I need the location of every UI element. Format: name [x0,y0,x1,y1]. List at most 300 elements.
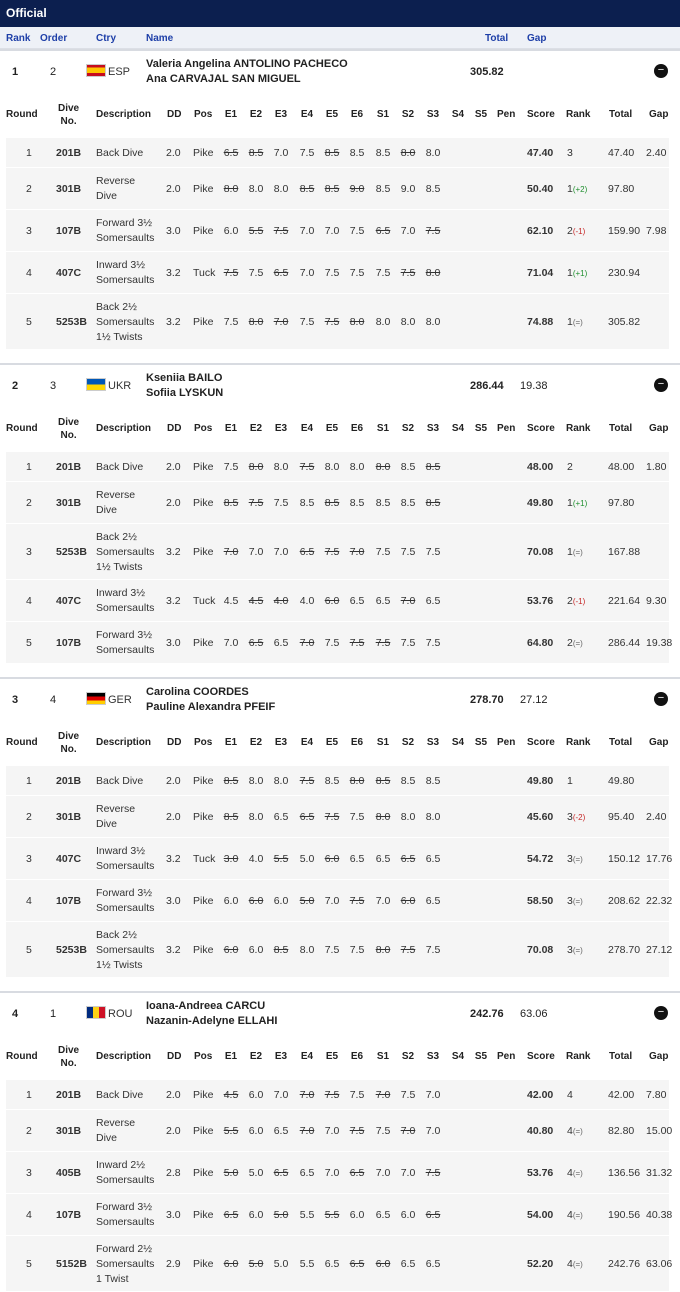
judge-score: 6.0 [375,1258,391,1270]
col-s1: S1 [376,737,390,748]
col-description: Description [96,109,152,120]
description-line: Back Dive [96,147,144,159]
judge-score: 8.5 [273,944,289,956]
judge-score: 8.5 [299,497,315,509]
team-names[interactable] [146,371,223,401]
dive-round: 5 [26,1258,32,1270]
col-s1: S1 [376,423,390,434]
rank-change: (=) [572,1169,583,1178]
judge-score: 7.5 [324,546,340,558]
judge-score: 7.0 [349,546,365,558]
judge-score: 8.0 [400,811,416,823]
judge-score: 4.5 [223,595,239,607]
judge-score: 7.5 [375,637,391,649]
dive-round: 1 [26,147,32,159]
dive-row[interactable] [6,795,669,837]
dive-row[interactable] [6,765,669,795]
dives-header-row [6,723,669,765]
col-e6: E6 [350,1051,364,1062]
judge-score: 7.5 [273,497,289,509]
judge-score: 7.0 [299,637,315,649]
dive-description [96,300,154,345]
dive-score: 52.20 [527,1258,554,1270]
dive-total: 305.82 [608,316,641,328]
judge-score: 7.5 [425,944,441,956]
judge-score: 8.5 [400,497,416,509]
team-total: 242.76 [470,1008,504,1020]
col-round: Round [6,1051,38,1062]
dive-score: 49.80 [527,775,554,787]
judge-score: 6.0 [349,1209,365,1221]
team-order: 1 [50,1008,57,1020]
description-line: Dive [96,818,118,830]
dive-gap: 63.06 [646,1258,673,1270]
col-total[interactable]: Total [485,33,509,44]
dive-number: 201B [56,1089,82,1101]
dive-description [96,628,154,658]
judge-score: 8.5 [400,775,416,787]
athlete-name-2[interactable]: Nazanin-Adelyne ELLAHI [146,1015,278,1027]
col-score: Score [527,1051,555,1062]
judge-score: 5.5 [299,1258,315,1270]
judge-score: 7.0 [273,1089,289,1101]
dive-total: 97.80 [608,183,635,195]
col-description: Description [96,1051,152,1062]
dive-gap: 40.38 [646,1209,673,1221]
judge-score: 7.5 [349,895,365,907]
judge-score: 7.0 [400,225,416,237]
dive-score: 70.08 [527,944,554,956]
description-line: Forward 3½ [96,887,153,899]
team-summary-row[interactable] [0,679,680,723]
team-rank: 4 [12,1008,19,1020]
dive-dd: 2.0 [166,1125,181,1137]
judge-score: 8.0 [324,461,340,473]
dive-total: 167.88 [608,546,641,558]
description-line: Inward 3½ [96,845,146,857]
col-s5: S5 [474,423,488,434]
col-e1: E1 [224,737,238,748]
judge-score: 7.0 [299,1125,315,1137]
dive-gap: 19.38 [646,637,673,649]
dive-number: 5253B [56,316,87,328]
description-line: 1 Twist [96,1273,129,1285]
dive-description [96,802,135,832]
dive-round: 2 [26,811,32,823]
judge-score: 8.0 [223,183,239,195]
dive-dd: 3.2 [166,267,181,279]
judge-score: 8.0 [375,944,391,956]
judge-score: 6.0 [248,1209,264,1221]
judge-score: 8.5 [324,497,340,509]
judge-score: 7.5 [349,1125,365,1137]
description-line: Somersaults [96,1174,155,1186]
dive-row[interactable] [6,251,669,293]
judge-score: 7.0 [400,1125,416,1137]
judge-score: 6.5 [400,853,416,865]
col-ctry[interactable]: Ctry [96,33,117,44]
dive-round: 1 [26,1089,32,1101]
dive-total: 159.90 [608,225,641,237]
judge-score: 6.5 [299,811,315,823]
judge-score: 5.5 [273,853,289,865]
rank-change: (=) [572,639,583,648]
dive-total: 286.44 [608,637,641,649]
judge-score: 8.0 [349,461,365,473]
collapse-minus-icon[interactable]: − [654,64,668,78]
judge-score: 6.5 [375,225,391,237]
judge-score: 8.0 [375,461,391,473]
judge-score: 7.0 [425,1125,441,1137]
dive-row[interactable] [6,1235,673,1291]
dive-dd: 2.0 [166,147,181,159]
description-line: Somersaults [96,274,155,286]
judge-score: 6.5 [425,895,441,907]
team-names[interactable] [146,57,348,87]
dive-round: 5 [26,316,32,328]
dive-number: 301B [56,183,82,195]
rank-change: (=) [572,548,583,557]
judge-score: 6.5 [273,1167,289,1179]
dive-score: 64.80 [527,637,554,649]
judge-score: 5.0 [299,853,315,865]
dive-total: 190.56 [608,1209,641,1221]
status-title: Official [0,0,680,27]
dive-number: 107B [56,895,82,907]
description-line: Somersaults [96,1216,155,1228]
dive-row[interactable] [6,1109,673,1151]
team-names[interactable] [146,685,275,715]
athlete-name-2[interactable]: Pauline Alexandra PFEIF [146,701,276,713]
col-dive-total: Total [609,423,633,434]
judge-score: 7.5 [324,944,340,956]
judge-score: 8.5 [324,147,340,159]
col-order[interactable]: Order [40,33,68,44]
team-summary-row[interactable] [0,993,680,1037]
col-s4: S4 [451,737,465,748]
team-summary-row[interactable] [0,365,680,409]
judge-score: 8.0 [349,775,365,787]
col-dd: DD [167,1051,182,1062]
athlete-name-1[interactable]: Kseniia BAILO [146,372,223,384]
judge-score: 8.0 [248,183,264,195]
description-line: 1½ Twists [96,561,143,573]
dive-position: Pike [193,546,214,558]
rank-change: (=) [572,1127,583,1136]
dive-position: Pike [193,461,214,473]
dive-description [96,216,154,246]
col-s2: S2 [401,737,415,748]
col-score: Score [527,423,555,434]
athlete-name-1[interactable]: Valeria Angelina ANTOLINO PACHECO [146,58,348,70]
dive-description [96,460,143,475]
col-pen: Pen [497,109,516,120]
col-description: Description [96,737,152,748]
judge-score: 7.5 [324,267,340,279]
judge-score: 5.0 [273,1258,289,1270]
dive-description [96,146,143,161]
col-e5: E5 [325,1051,339,1062]
dive-rank: 1(+1) [567,267,588,279]
dive-round: 4 [26,1209,32,1221]
dive-gap: 1.80 [646,461,667,473]
judge-score: 7.0 [324,225,340,237]
dive-round: 3 [26,225,32,237]
dive-score: 74.88 [527,316,554,328]
description-line: Dive [96,190,118,202]
judge-score: 7.5 [248,497,264,509]
dive-gap: 9.30 [646,595,667,607]
col-pen: Pen [497,423,516,434]
dive-rank: 2(-1) [567,225,586,237]
col-pos: Pos [194,737,213,748]
col-rank[interactable]: Rank [6,33,31,44]
dive-number: 407C [56,595,82,607]
dive-dd: 2.0 [166,461,181,473]
dives-table [6,1037,673,1291]
judge-score: 9.0 [400,183,416,195]
judge-score: 6.5 [375,595,391,607]
athlete-name-1[interactable]: Ioana-Andreea CARCU [146,1000,266,1012]
judge-score: 8.5 [400,461,416,473]
judge-score: 7.5 [324,811,340,823]
judge-score: 6.5 [425,1209,441,1221]
dive-dd: 3.2 [166,546,181,558]
dive-row[interactable] [6,451,669,481]
team-block [0,991,680,1292]
col-s2: S2 [401,109,415,120]
judge-score: 5.5 [299,1209,315,1221]
dive-total: 278.70 [608,944,641,956]
dive-row[interactable] [6,879,673,921]
judge-score: 6.5 [248,637,264,649]
dive-row[interactable] [6,921,673,977]
dives-header-row [6,1037,669,1079]
judge-score: 7.5 [425,637,441,649]
judge-score: 5.0 [273,1209,289,1221]
dive-position: Pike [193,811,214,823]
judge-score: 7.5 [400,637,416,649]
dive-number: 107B [56,1209,82,1221]
dive-row[interactable] [6,523,669,579]
judge-score: 8.5 [375,147,391,159]
dive-description [96,586,154,616]
judge-score: 8.0 [273,183,289,195]
judge-score: 8.5 [349,147,365,159]
judge-score: 8.0 [248,316,264,328]
col-s2: S2 [401,423,415,434]
judge-score: 6.5 [223,1209,239,1221]
dive-total: 230.94 [608,267,641,279]
judge-score: 6.5 [375,853,391,865]
judge-score: 7.5 [223,316,239,328]
dive-score: 48.00 [527,461,554,473]
judge-score: 6.5 [425,1258,441,1270]
description-line: Back 2½ [96,531,137,543]
col-dive-no: Dive No. [58,731,80,755]
dive-row[interactable] [6,1079,669,1109]
judge-score: 8.0 [375,811,391,823]
dive-row[interactable] [6,621,673,663]
team-block [0,49,680,363]
team-summary-row[interactable] [0,51,680,95]
judge-score: 6.0 [248,944,264,956]
dive-number: 5253B [56,944,87,956]
collapse-minus-icon[interactable]: − [654,1006,668,1020]
dive-row[interactable] [6,1193,673,1235]
judge-score: 7.0 [375,1167,391,1179]
dive-row[interactable] [6,481,669,523]
dives-header-row [6,95,669,137]
judge-score: 8.5 [223,811,239,823]
dive-dd: 3.2 [166,595,181,607]
dive-rank: 1 [567,775,573,787]
judge-score: 8.0 [425,316,441,328]
judge-score: 8.0 [248,811,264,823]
col-e4: E4 [300,737,314,748]
col-s3: S3 [426,423,440,434]
col-s3: S3 [426,737,440,748]
col-e5: E5 [325,109,339,120]
col-pen: Pen [497,1051,516,1062]
dive-position: Pike [193,944,214,956]
judge-score: 6.0 [400,1209,416,1221]
dive-round: 3 [26,1167,32,1179]
col-e2: E2 [249,423,263,434]
col-s4: S4 [451,423,465,434]
dive-round: 5 [26,944,32,956]
col-round: Round [6,423,38,434]
description-line: Somersaults [96,944,155,956]
description-line: Back Dive [96,1089,144,1101]
dive-description [96,258,154,288]
description-line: Forward 3½ [96,217,153,229]
dive-position: Pike [193,1167,214,1179]
dive-description [96,1242,154,1287]
dive-rank: 1(+2) [567,183,588,195]
dive-row[interactable] [6,293,669,349]
dive-description [96,1158,154,1188]
judge-score: 7.5 [324,1089,340,1101]
rank-change: (=) [572,897,583,906]
judge-score: 7.0 [273,316,289,328]
athlete-name-1[interactable]: Carolina COORDES [146,686,249,698]
athlete-name-2[interactable]: Ana CARVAJAL SAN MIGUEL [146,73,301,85]
judge-score: 7.0 [223,546,239,558]
col-e6: E6 [350,109,364,120]
dive-rank: 4(=) [567,1209,583,1221]
judge-score: 6.0 [273,895,289,907]
dive-row[interactable] [6,137,669,167]
dive-score: 42.00 [527,1089,554,1101]
judge-score: 7.5 [400,1089,416,1101]
judge-score: 6.5 [324,1258,340,1270]
judge-score: 7.5 [375,546,391,558]
col-e2: E2 [249,109,263,120]
dive-position: Pike [193,1089,214,1101]
dive-row[interactable] [6,837,673,879]
dive-row[interactable] [6,167,669,209]
judge-score: 6.0 [324,595,340,607]
dive-dd: 2.0 [166,775,181,787]
judge-score: 8.5 [375,183,391,195]
dive-gap: 31.32 [646,1167,673,1179]
dive-total: 208.62 [608,895,641,907]
description-line: 1½ Twists [96,959,143,971]
team-rank: 1 [12,66,19,78]
dive-position: Pike [193,225,214,237]
flag-ukr-icon [86,378,106,391]
col-dive-gap: Gap [649,109,669,120]
judge-score: 7.0 [375,895,391,907]
judge-score: 8.5 [248,147,264,159]
judge-score: 7.0 [400,595,416,607]
col-e1: E1 [224,1051,238,1062]
judge-score: 6.0 [223,225,239,237]
team-order: 2 [50,66,57,78]
dive-row[interactable] [6,579,669,621]
athlete-name-2[interactable]: Sofiia LYSKUN [146,387,224,399]
dive-total: 97.80 [608,497,635,509]
judge-score: 7.5 [324,316,340,328]
team-names[interactable] [146,999,277,1029]
dive-number: 5253B [56,546,87,558]
judge-score: 6.0 [400,895,416,907]
dive-description [96,1116,135,1146]
rank-change: (-2) [572,813,586,822]
dive-position: Tuck [193,853,216,865]
col-s4: S4 [451,109,465,120]
dive-row[interactable] [6,209,669,251]
col-dive-gap: Gap [649,737,669,748]
dive-round: 4 [26,595,32,607]
dive-total: 136.56 [608,1167,641,1179]
dive-position: Pike [193,147,214,159]
dive-round: 2 [26,497,32,509]
col-e3: E3 [274,109,288,120]
dive-number: 201B [56,147,82,159]
col-score: Score [527,737,555,748]
results-list [0,49,680,1292]
dive-description [96,174,135,204]
judge-score: 5.0 [248,1167,264,1179]
judge-score: 6.5 [273,267,289,279]
dive-row[interactable] [6,1151,673,1193]
dive-rank: 1(=) [567,546,583,558]
col-s2: S2 [401,1051,415,1062]
judge-score: 7.0 [299,1089,315,1101]
col-s3: S3 [426,109,440,120]
judge-score: 7.5 [349,637,365,649]
dive-rank: 4(=) [567,1125,583,1137]
team-block [0,677,680,991]
col-name[interactable]: Name [146,33,174,44]
col-s1: S1 [376,109,390,120]
col-dive-total: Total [609,1051,633,1062]
judge-score: 8.5 [223,775,239,787]
judge-score: 5.5 [223,1125,239,1137]
col-gap[interactable]: Gap [527,33,547,44]
rank-change: (=) [572,946,583,955]
results-header [0,27,680,49]
dive-dd: 2.0 [166,811,181,823]
dive-total: 242.76 [608,1258,641,1270]
judge-score: 6.5 [299,546,315,558]
dive-description [96,886,154,916]
collapse-minus-icon[interactable]: − [654,692,668,706]
collapse-minus-icon[interactable]: − [654,378,668,392]
dive-round: 1 [26,775,32,787]
